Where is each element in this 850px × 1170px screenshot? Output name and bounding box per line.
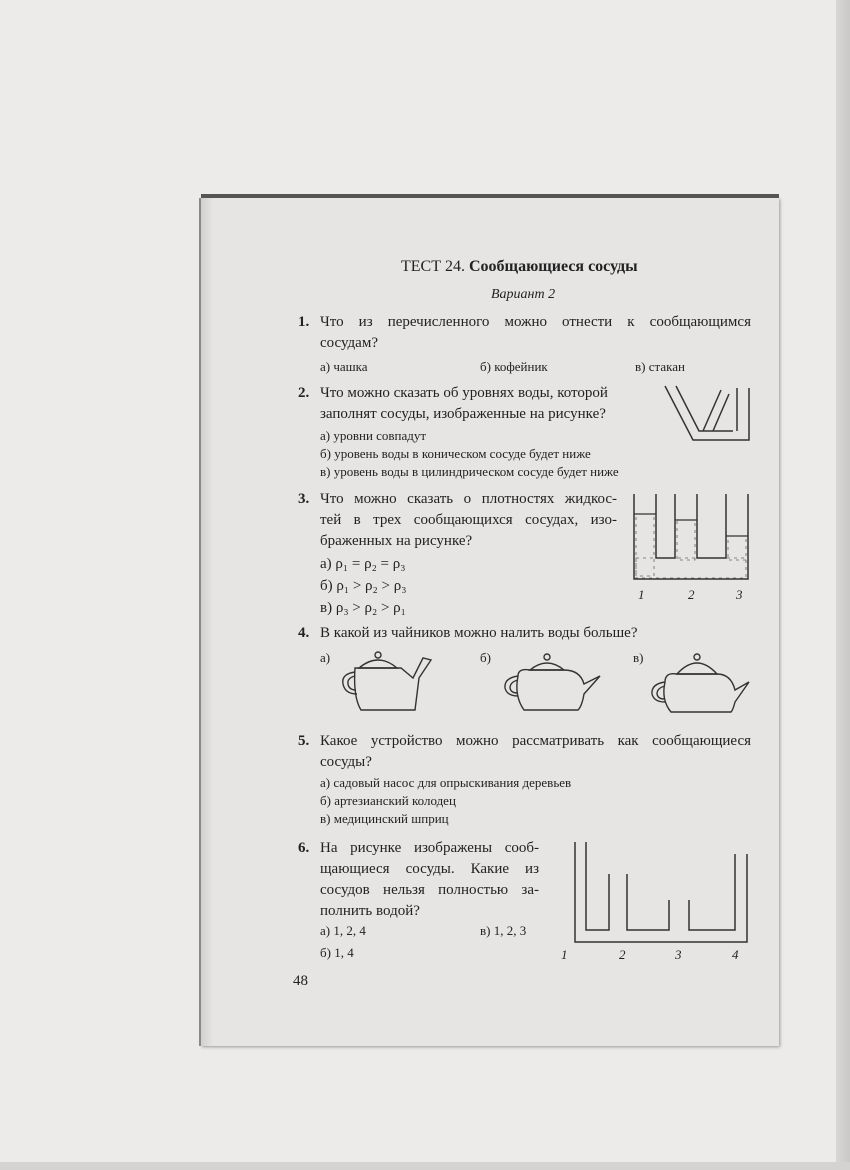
option-a: а) 1, 2, 4 [320, 923, 366, 938]
question-3 [298, 489, 617, 552]
question-text: щающиеся сосуды. Какие из [320, 861, 539, 877]
option-c: в) уровень воды в цилиндрическом сосуде будет ниже [320, 464, 619, 479]
vessel-label-3: 3 [736, 587, 743, 602]
page-number: 48 [293, 973, 308, 989]
question-text: полнить водой? [320, 903, 420, 919]
teapot-a-icon [339, 652, 435, 714]
scan-edge-shadow [836, 0, 850, 1170]
vessel-label-4: 4 [732, 947, 739, 962]
question-text: На рисунке изображены сооб- [320, 840, 539, 856]
question-number: 3. [298, 491, 310, 507]
option-a: а) уровни совпадут [320, 428, 427, 443]
teapot-label-c: в) [633, 650, 644, 665]
question-text: Что можно сказать о плотностях жидкос- [320, 491, 617, 507]
question-text: сосудов нельзя полностью за- [320, 882, 539, 898]
option-b: б) ρ₁ > ρ₂ > ρ₃ [320, 578, 407, 594]
teapot-c-icon [647, 654, 753, 716]
page-spine [201, 198, 213, 1046]
option-a: а) чашка [320, 359, 368, 374]
question-text: браженных на рисунке? [320, 533, 473, 549]
question-number: 1. [298, 314, 310, 330]
option-c: в) медицинский шприц [320, 811, 449, 826]
question-text: Что из перечисленного можно отнести к сообщающимся [320, 314, 751, 330]
option-c: в) ρ₃ > ρ₂ > ρ₁ [320, 600, 406, 616]
four-vessels-figure [571, 842, 751, 944]
question-number: 4. [298, 625, 310, 641]
option-b: б) кофейник [480, 359, 548, 374]
question-text: Что можно сказать об уровнях воды, которой [320, 385, 608, 401]
question-text: заполнят сосуды, изображенные на рисунке? [320, 406, 606, 422]
question-text: тей в трех сообщающихся сосудах, изо- [320, 512, 617, 528]
teapot-b-icon [500, 654, 604, 714]
teapot-label-b: б) [480, 650, 491, 665]
option-b: б) артезианский колодец [320, 793, 456, 808]
option-b: б) уровень воды в коническом сосуде будет ниже [320, 446, 591, 461]
question-2 [298, 383, 608, 425]
vessel-label-1: 1 [638, 587, 645, 602]
option-c: в) стакан [635, 359, 685, 374]
scan-bottom-shadow [0, 1162, 850, 1170]
question-5 [298, 731, 751, 773]
vessel-label-2: 2 [688, 587, 695, 602]
option-a: а) садовый насос для опрыскивания деревьев [320, 775, 572, 790]
question-number: 6. [298, 840, 310, 856]
option-c: в) 1, 2, 3 [480, 923, 527, 938]
conical-cylindrical-vessels-figure [663, 384, 753, 448]
page-title: ТЕСТ 24. Сообщающиеся сосуды [401, 258, 638, 275]
question-text: Какое устройство можно рассматривать как сообщающиеся [320, 733, 751, 749]
three-vessels-liquids-figure [633, 494, 751, 584]
vessel-label-3: 3 [675, 947, 682, 962]
question-number: 5. [298, 733, 310, 749]
option-a: а) ρ₁ = ρ₂ = ρ₃ [320, 556, 406, 572]
teapot-label-a: а) [320, 650, 331, 665]
question-text: сосуды? [320, 754, 372, 770]
variant-subtitle: Вариант 2 [491, 287, 556, 302]
book-page [201, 198, 779, 1046]
question-text: сосудам? [320, 335, 378, 351]
option-b: б) 1, 4 [320, 945, 354, 960]
question-1 [298, 312, 751, 354]
question-text: В какой из чайников можно налить воды больше? [320, 625, 638, 641]
question-number: 2. [298, 385, 310, 401]
question-4 [298, 623, 638, 644]
vessel-label-2: 2 [619, 947, 626, 962]
vessel-label-1: 1 [561, 947, 568, 962]
question-6 [298, 838, 539, 922]
